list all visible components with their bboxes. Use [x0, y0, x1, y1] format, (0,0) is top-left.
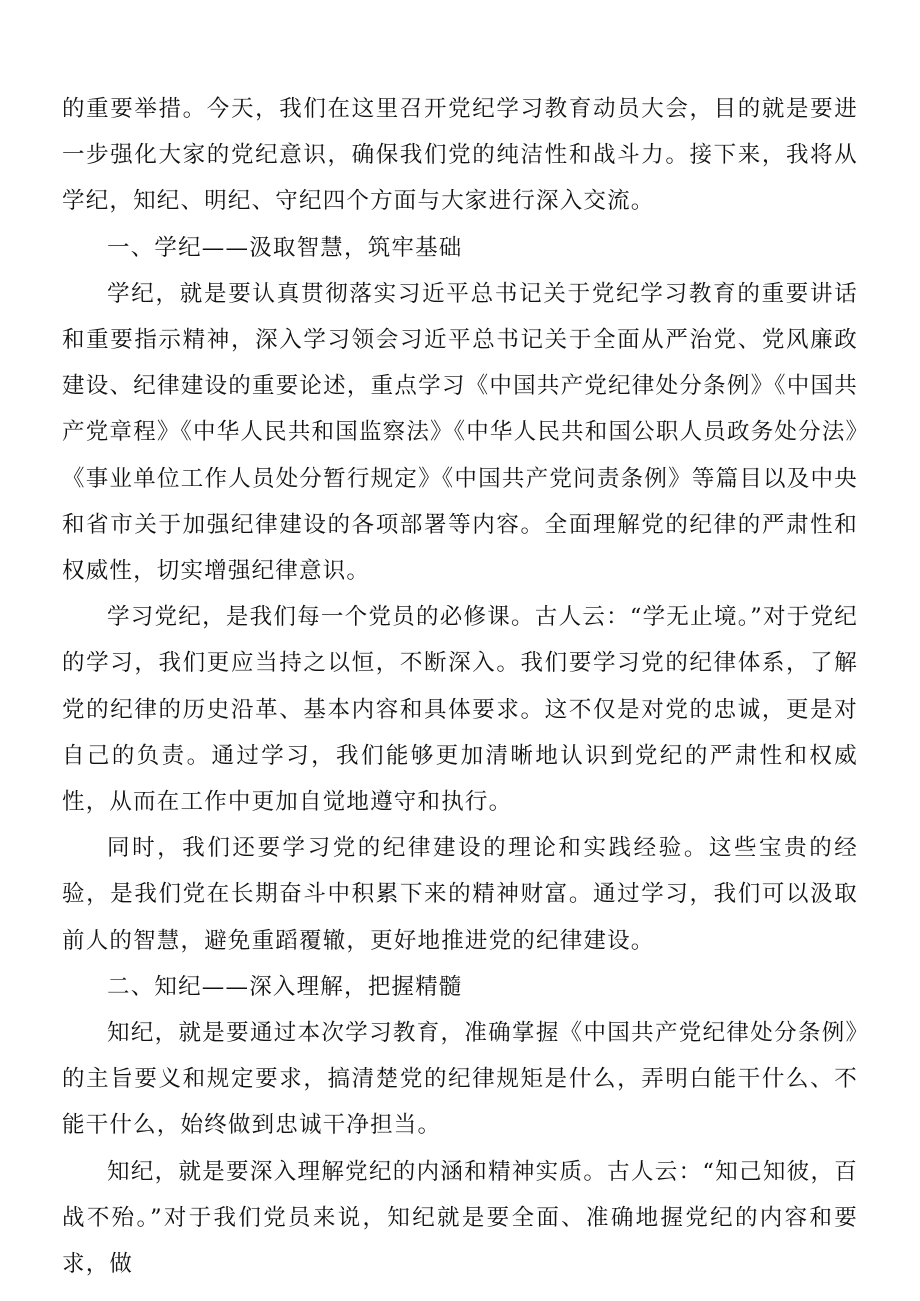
paragraph-study-experience: 同时，我们还要学习党的纪律建设的理论和实践经验。这些宝贵的经验，是我们党在长期奋斗中积累下来的精神财富。通过学习，我们可以汲取前人的智慧，避免重蹈覆辙，更好地推进党的纪律建设。 — [62, 835, 858, 954]
paragraph-know-discipline: 知纪，就是要通过本次学习教育，准确掌握《中国共产党纪律处分条例》的主旨要义和规定要求，搞清楚党的纪律规矩是什么，弄明白能干什么、不能干什么，始终做到忠诚干净担当。 — [62, 1020, 858, 1139]
section-heading-2: 二、知纪——深入理解，把握精髓 — [107, 973, 463, 1000]
section-heading-1: 一、学纪——汲取智慧，筑牢基础 — [107, 234, 463, 261]
paragraph-know-essence: 知纪，就是要深入理解党纪的内涵和精神实质。古人云：“知己知彼，百战不殆。”对于我们党员来说，知纪就是要全面、准确地握党纪的内容和要求，做 — [62, 1158, 858, 1278]
paragraph-study-party-discipline: 学习党纪，是我们每一个党员的必修课。古人云：“学无止境。”对于党纪的学习，我们更应当持之以恒，不断深入。我们要学习党的纪律体系，了解党的纪律的历史沿革、基本内容和具体要求。这不仅是对党的忠诚，更是对自己的负责。通过学习，我们能够更加清晰地认识到党纪的严肃性和权威性，从而在工作中更加自觉地遵守和执行。 — [62, 604, 858, 816]
paragraph-intro-continued: 的重要举措。今天，我们在这里召开党纪学习教育动员大会，目的就是要进一步强化大家的党纪意识，确保我们党的纯洁性和战斗力。接下来，我将从学纪，知纪、明纪、守纪四个方面与大家进行深入交流。 — [62, 96, 858, 215]
paragraph-study-discipline: 学纪，就是要认真贯彻落实习近平总书记关于党纪学习教育的重要讲话和重要指示精神，深入学习领会习近平总书记关于全面从严治党、党风廉政建设、纪律建设的重要论述，重点学习《中国共产党纪律处分条例》《中国共产党章程》《中华人民共和国监察法》《中华人民共和国公职人员政务处分法》《事业单位工作人员处分暂行规定》《中国共产党问责条例》等篇目以及中央和省市关于加强纪律建设的各项部署等内容。全面理解党的纪律的严肃性和权威性，切实增强纪律意识。 — [62, 280, 858, 585]
